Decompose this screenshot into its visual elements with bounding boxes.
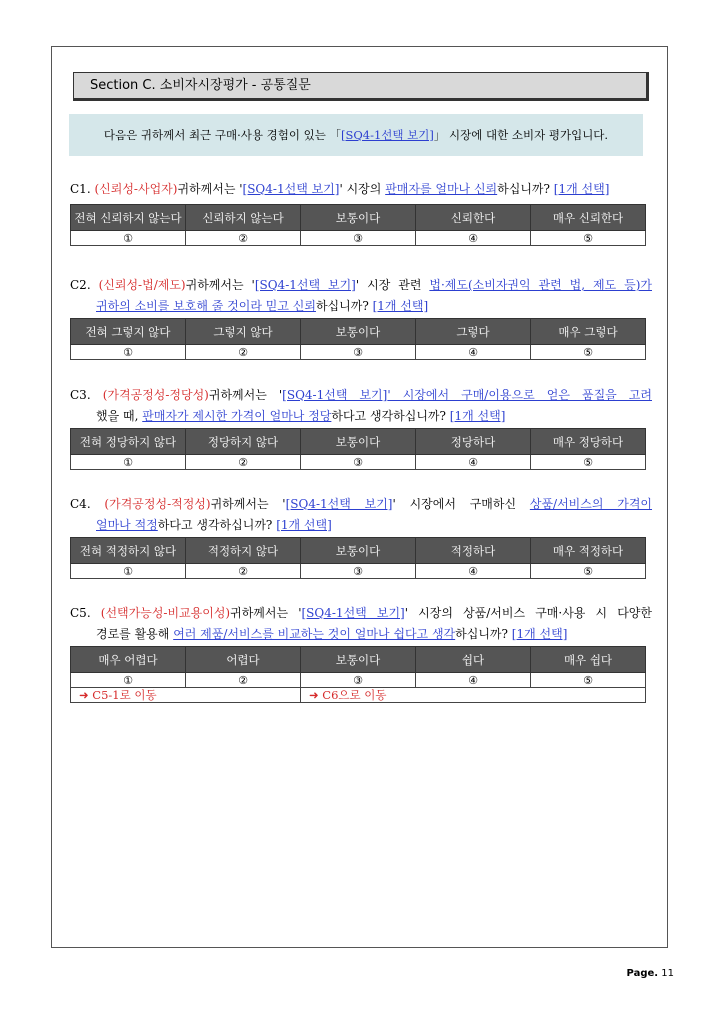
- question-text: ' 시장의 상품/서비스 구매·사용 시 다양한: [404, 606, 652, 620]
- scale-option[interactable]: ②: [186, 345, 301, 360]
- scale-option[interactable]: ③: [301, 455, 416, 470]
- page-number: [627, 968, 674, 979]
- question-line: [70, 603, 652, 624]
- question-tag: (가격공정성-적정성): [104, 497, 211, 511]
- question-emphasis: 법·제도(소비자권익 관련 법, 제도 등)가: [429, 278, 652, 292]
- scale-header: 전혀 신뢰하지 않는다: [71, 205, 186, 231]
- scale-option[interactable]: ④: [416, 231, 531, 246]
- question-emphasis: 판매자가 제시한 가격이 얼마나 정당: [142, 409, 332, 423]
- scale-header: 신뢰한다: [416, 205, 531, 231]
- scale-option[interactable]: ④: [416, 455, 531, 470]
- scale-header: 보통이다: [301, 429, 416, 455]
- question-text: ' 시장에서 구매하신: [392, 497, 530, 511]
- scale-table-c3: [70, 428, 646, 470]
- question-text: 하십니까?: [315, 299, 373, 313]
- question-tag: (가격공정성-정당성): [102, 388, 209, 402]
- question-line: [70, 296, 652, 317]
- scale-header: 정당하다: [416, 429, 531, 455]
- question-text: 귀하께서는 ': [210, 497, 286, 511]
- question-number: C2.: [70, 278, 91, 292]
- scale-header: 전혀 적정하지 않다: [71, 538, 186, 564]
- question-number: C3.: [70, 388, 91, 402]
- scale-table-c5: [70, 646, 646, 703]
- question-ref: [SQ4-1선택 보기]: [282, 388, 388, 402]
- scale-header: 어렵다: [186, 647, 301, 673]
- select-instruction: [1개 선택]: [511, 627, 568, 641]
- section-title: Section C. 소비자시장평가 - 공통질문: [73, 72, 649, 101]
- question-line: [70, 275, 652, 296]
- scale-header: 적정하지 않다: [186, 538, 301, 564]
- scale-header: 매우 신뢰한다: [531, 205, 646, 231]
- question-c3: [70, 385, 652, 427]
- question-tag: (신뢰성-사업자): [94, 182, 178, 196]
- intro-post: 」 시장에 대한 소비자 평가입니다.: [433, 128, 609, 142]
- question-text: ' 시장의: [339, 182, 386, 196]
- route-note: ➜ C6으로 이동: [301, 688, 646, 703]
- scale-header: 매우 적정하다: [531, 538, 646, 564]
- scale-option[interactable]: ⑤: [531, 564, 646, 579]
- question-emphasis: ' 시장에서 구매/이용으로 얻은 품질을 고려: [387, 388, 652, 402]
- scale-header: 매우 그렇다: [531, 319, 646, 345]
- select-instruction: [1개 선택]: [553, 182, 610, 196]
- scale-option[interactable]: ④: [416, 673, 531, 688]
- question-ref: [SQ4-1선택 보기]: [301, 606, 405, 620]
- question-number: C5.: [70, 606, 91, 620]
- select-instruction: [1개 선택]: [449, 409, 506, 423]
- scale-option[interactable]: ③: [301, 673, 416, 688]
- question-ref: [SQ4-1선택 보기]: [285, 497, 393, 511]
- question-number: C1.: [70, 182, 91, 196]
- scale-option[interactable]: ③: [301, 231, 416, 246]
- scale-option[interactable]: ⑤: [531, 455, 646, 470]
- scale-option[interactable]: ②: [186, 455, 301, 470]
- question-line: [70, 624, 652, 645]
- scale-header: 보통이다: [301, 205, 416, 231]
- question-c5: [70, 603, 652, 645]
- scale-header: 정당하지 않다: [186, 429, 301, 455]
- scale-header: 적정하다: [416, 538, 531, 564]
- question-c4: [70, 494, 652, 536]
- scale-header: 전혀 정당하지 않다: [71, 429, 186, 455]
- question-c1: [70, 179, 652, 200]
- question-text: 귀하께서는 ': [208, 388, 283, 402]
- question-line: [70, 494, 652, 515]
- question-text: 귀하께서는 ': [185, 278, 255, 292]
- question-line: [70, 385, 652, 406]
- scale-option[interactable]: ⑤: [531, 673, 646, 688]
- page-label: Page.: [626, 968, 659, 979]
- scale-option[interactable]: ②: [186, 673, 301, 688]
- route-note: ➜ C5-1로 이동: [71, 688, 301, 703]
- question-text: 귀하께서는 ': [177, 182, 243, 196]
- scale-option[interactable]: ①: [71, 673, 186, 688]
- question-text: 하다고 생각하십니까?: [157, 518, 277, 532]
- question-ref: [SQ4-1선택 보기]: [254, 278, 356, 292]
- scale-header: 그렇다: [416, 319, 531, 345]
- scale-option[interactable]: ③: [301, 345, 416, 360]
- scale-option[interactable]: ①: [71, 564, 186, 579]
- scale-option[interactable]: ①: [71, 345, 186, 360]
- question-ref: [SQ4-1선택 보기]: [242, 182, 340, 196]
- select-instruction: [1개 선택]: [276, 518, 332, 532]
- scale-option[interactable]: ②: [186, 231, 301, 246]
- scale-option[interactable]: ⑤: [531, 345, 646, 360]
- question-text: ' 시장 관련: [355, 278, 430, 292]
- intro-ref: [SQ4-1선택 보기]: [340, 128, 434, 142]
- scale-header: 보통이다: [301, 319, 416, 345]
- scale-option[interactable]: ③: [301, 564, 416, 579]
- scale-option[interactable]: ④: [416, 345, 531, 360]
- scale-option[interactable]: ②: [186, 564, 301, 579]
- question-emphasis: 상품/서비스의 가격이: [529, 497, 653, 511]
- scale-header: 매우 어렵다: [71, 647, 186, 673]
- question-line: [70, 515, 652, 536]
- scale-header: 매우 정당하다: [531, 429, 646, 455]
- scale-option[interactable]: ⑤: [531, 231, 646, 246]
- scale-table-c2: [70, 318, 646, 360]
- scale-header: 보통이다: [301, 538, 416, 564]
- intro-pre: 다음은 귀하께서 최근 구매·사용 경험이 있는 「: [103, 128, 341, 142]
- question-text: 귀하께서는 ': [230, 606, 302, 620]
- question-text: 하다고 생각하십니까?: [331, 409, 450, 423]
- scale-option[interactable]: ①: [71, 455, 186, 470]
- scale-header: 쉽다: [416, 647, 531, 673]
- question-emphasis: 여러 제품/서비스를 비교하는 것이 얼마나 쉽다고 생각: [173, 627, 456, 641]
- question-line: [70, 406, 652, 427]
- scale-table-c1: [70, 204, 646, 246]
- question-text: 하십니까?: [497, 182, 554, 196]
- question-emphasis: 얼마나 적정: [96, 518, 158, 532]
- question-tag: (신뢰성-법/제도): [98, 278, 186, 292]
- scale-header: 전혀 그렇지 않다: [71, 319, 186, 345]
- question-emphasis: 판매자를 얼마나 신뢰: [385, 182, 498, 196]
- intro-box: [69, 114, 643, 156]
- page-value: 11: [661, 968, 674, 979]
- question-text: 경로를 활용해: [96, 627, 174, 641]
- question-emphasis: 귀하의 소비를 보호해 줄 것이라 믿고 신뢰: [96, 299, 316, 313]
- question-text: 하십니까?: [455, 627, 512, 641]
- question-c2: [70, 275, 652, 317]
- scale-header: 매우 쉽다: [531, 647, 646, 673]
- question-number: C4.: [70, 497, 91, 511]
- scale-header: 보통이다: [301, 647, 416, 673]
- select-instruction: [1개 선택]: [372, 299, 429, 313]
- scale-header: 그렇지 않다: [186, 319, 301, 345]
- question-tag: (선택가능성-비교용이성): [100, 606, 231, 620]
- scale-table-c4: [70, 537, 646, 579]
- question-text: 했을 때,: [96, 409, 143, 423]
- scale-option[interactable]: ④: [416, 564, 531, 579]
- scale-header: 신뢰하지 않는다: [186, 205, 301, 231]
- scale-option[interactable]: ①: [71, 231, 186, 246]
